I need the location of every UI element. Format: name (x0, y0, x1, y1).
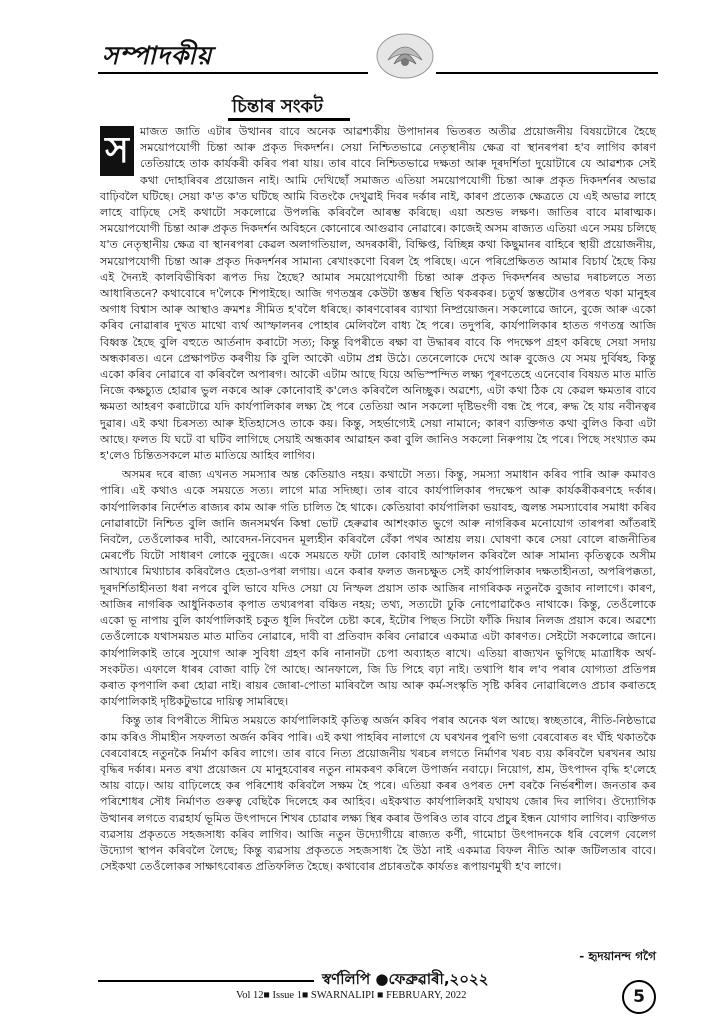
section-title: সম্পাদকীয় (102, 41, 213, 70)
article-title: চিন্তাৰ সংকট (232, 96, 323, 117)
article-body (100, 124, 656, 878)
header-divider-right (436, 72, 658, 74)
author-signature: - হৃদয়ানন্দ গগৈ (579, 949, 656, 963)
page-number: 5 (622, 980, 656, 1014)
article-paragraph-1 (100, 124, 656, 464)
footer-divider (98, 980, 314, 982)
footer-magazine-name: স্বৰ্ণলিপি ●ফেব্ৰুৱাৰী,২০২২ (322, 970, 489, 988)
paragraph-text: মাজত জাতি এটাৰ উত্থানৰ বাবে অনেক আৱশ্যকীয় উপাদানৰ ভিতৰত অতীৱ প্ৰয়োজনীয় বিষয়টোৰে হৈছে সময়োপযোগী চিন্তা আৰু প্ৰকৃত দিকদৰ্শন। সেয়া নিশ্চিতভাৱে নেতৃস্থানীয় ক্ষেত্ৰ বা স্থানৰপৰা হ'ব লাগিব কাৰণ তেতিয়াহে তাক কাৰ্যকৰী কৰিব পৰা যায়। তাৰ বাবে নিশ্চিতভাৱে দক্ষতা আৰু দূৰদৰ্শিতা দুয়োটাৰে যে আৱশ্যক সেই কথা দোহাৰিবৰ প্ৰয়োজন নাই। আমি দেখিছোঁ সমাজত এতিয়া সময়োপযোগী চিন্তা আৰু প্ৰকৃত দিকদৰ্শনৰ অভাৱ বাঢ়িবলৈ ঘটিছে। সেয়া ক'ত ক'ত ঘটিছে আমি বিতংকৈ দেখুৱাই দিবৰ দৰ্কাৰ নাই, কাৰণ প্ৰত্যেক ক্ষেত্ৰতে যে এই অভাৱ লাহে লাহে বাঢ়িছে সেই কথাটো সকলোৱে উপলব্ধি কৰিবলৈ আৰম্ভ কৰিছে। এয়া অশুভ লক্ষণ। জাতিৰ বাবে মাৰাত্মক। সময়োপযোগী চিন্তা আৰু প্ৰকৃত দিকদৰ্শন অবিহনে কোনোৰে আগুৱাব নোৱাৰে। কাজেই অসম ৰাজ্যত এতিয়া এনে সময় চলিছে য'ত নেতৃস্থানীয় ক্ষেত্ৰ বা স্থানৰপৰা কেৱল অলাগতিয়াল, অদৰকাৰী, বিক্ষিপ্ত, বিচ্ছিন্ন কথা কিছুমানৰ বাহিৰে স্থায়ী প্ৰয়োজনীয়, সময়োপযোগী চিন্তা আৰু প্ৰকৃত দিকদৰ্শনৰ সামান্য ৰেখাংকণো বিৰল হৈ পৰিছে। এনে পৰিপ্ৰেক্ষিতত আমাৰ বিচাৰ্য হৈছে কিয় এই দৈন্যই কালবিভীষিকা ৰূপত দিয় হৈছে? আমাৰ সময়োপযোগী চিন্তা আৰু প্ৰকৃত দিকদৰ্শনৰ অভাৱ দৰাচলতে সত্য আধাৰিতনে? কথাবোৰে দ'লৈকে শিপাইছে। আজি গণতন্ত্ৰৰ কেউটা স্তম্ভৰ স্থিতি থকৰকৰ। চতুৰ্থ স্তম্ভটোৰ ওপৰত থকা মানুহৰ অগাধ বিশ্বাস আৰু আস্থাও ক্ৰমশঃ সীমিত হ'বলৈ ধৰিছে। কাৰণবোৰৰ ব্যাখ্যা নিষ্প্ৰয়োজন। সকলোৱে জানে, বুজে আৰু একো কৰিব নোৱাৰাৰ দুখত মাথো ব্যৰ্থ আস্ফালনৰ পোহাৰ মেলিবলৈ বাধ্য হৈ পৰে। তদুপৰি, কাৰ্যপালিকাৰ হাতত গণতন্ত্ৰ আজি বিধ্বস্ত হৈছে বুলি বহুতে আৰ্তনাদ কৰাটো সত্য; কিন্তু বিপৰীতে ৰক্ষা বা উদ্ধাৰৰ বাবে কি পদক্ষেপ গ্ৰহণ কৰিছে সেয়া সদায় অন্ধকাৰত। এনে প্ৰেক্ষাপটত কৰণীয় কি বুলি আকৌ এটাম প্ৰশ্ন উঠে। তেনেলোকে দেখে আৰু বুজেও যে সময় দুৰ্বিষহ, কিন্তু একো কৰিব নোৱাৰে বা কৰিবলৈ অপাৰগ। আকৌ এটাম আছে যিয়ে অভিস্পন্দিত লক্ষ্য পূৰণতেহে এনেবোৰ বিষয়ত মাত মাতি নিজে কক্ষচ্যুত হোৱাৰ ভুল নকৰে আৰু কোনোবাই ক'লেও কৰিবলৈ অনিচ্ছুক। অৱশ্যে, এটা কথা ঠিক যে কেৱল ক্ষমতাৰ বাবে ক্ষমতা আহৰণ কৰাটোৱে যদি কাৰ্যপালিকাৰ লক্ষ্য হৈ পৰে তেতিয়া আন সকলো দৃষ্টিভংগী বন্ধ হৈ পৰে, ৰুদ্ধ হৈ যায় নবীনত্বৰ দুৱাৰ। এই কথা চিৰসত্য আৰু ইতিহাসেও তাকে কয়। কিন্তু, সহৰ্ভাগ্যেই সেয়া নামানে; কাৰণ ব্যক্তিগত কথা বুলিও কিবা এটা আছে। ফলত যি ঘটে বা ঘটিব লাগিছে সেয়াই অন্ধকাৰ আৱাহন কৰা বুলি জানিও সকলো নিৰুপায় হৈ পৰে। পিছে সংখ্যাত কম হ'লেও চিন্তিতসকলে মাত মাতিয়ে আহিব লাগিব। (100, 125, 656, 463)
header-divider-left (98, 72, 368, 74)
page-header (98, 28, 658, 78)
flower-emblem-icon (374, 28, 436, 80)
footer-issue-info: Vol 12■ Issue 1■ SWARNALIPI ■ FEBRUARY, 2022 (236, 990, 467, 1001)
article-paragraph-2: অসমৰ দৰে ৰাজ্য এখনত সমস্যাৰ অন্ত কেতিয়াও নহয়। কথাটো সত্য। কিন্তু, সমস্যা সমাধান কৰিব পাৰি আৰু কমাবও পাৰি। এই কথাও একে সময়তে সত্য। লাগে মাত্ৰ সদিচ্ছা। তাৰ বাবে কাৰ্যপালিকাৰ পদক্ষেপ আৰু কাৰ্যকৰীকৰণহে দৰ্কাৰ। কাৰ্যপালিকাৰ নিৰ্দেশত ৰাজ্যৰ কাম আৰু গতি চালিত হৈ থাকে। কেতিয়াবা কাৰ্যপালিকা ভয়াবহ, জ্বলন্ত সমস্যাবোৰ সমাধা কৰিব নোৱাৰাটো নিশ্চিত বুলি জানি জনসমৰ্থন কিম্বা ভোট হেৰুৱাৰ আশংকাত ভুগে আৰু নাগৰিকৰ মনোযোগ তাৰপৰা আঁতৰাই নিবলৈ, তেওঁলোকৰ দাবী, আবেদন-নিবেদন মূল্যহীন কৰিবলৈ বেঁকা পথৰ আশ্ৰয় লয়। ঘোষণা কৰে সেয়া বোলে ৰাজনীতিৰ মেৰপেঁচ যিটো সাধাৰণ লোকে নুবুজে। একে সময়তে ফটা ঢোল কোবাই আস্ফালন কৰিবলৈ আৰু সামান্য কৃতিত্বকে অসীম আখ্যাৰে মিথ্যাচাৰ কৰিবলৈও হেতা-ওপৰা লগায়। এনে কৰাৰ ফলত জনচক্ষুত সেই কাৰ্যপালিকাৰ দক্ষতাহীনতা, অপৰিপক্কতা, দূৰদৰ্শিতাহীনতা ধৰা নপৰে বুলি ভাবে যদিও সেয়া যে নিস্ফল প্ৰয়াস তাক আজিৰ নাগৰিকক নতুনকৈ বুজাব নালাগে। কাৰণ, আজিৰ নাগৰিক আধুনিকতাৰ কৃপাত তথ্যৰপৰা বঞ্চিত নহয়; তথ্য, সত্যটো ঢুকি নোপোৱাকৈও নাথাকে। কিন্তু, তেওঁলোকে একো ভূ নাপায় বুলি কাৰ্যপালিকাই চকুত ধূলি দিবলৈ চেষ্টা কৰে, ইটোৰ পিছত সিটো ফাঁকি দিয়াৰ নিলজ প্ৰয়াস কৰে। অৱশ্যে তেওঁলোকে যথাসময়ত মাত মাতিব নোৱাৰে, দাবী বা প্ৰতিবাদ কৰিব নোৱাৰে একমাত্ৰ এটা কাৰণত। সেইটো সকলোৱে জানে। কাৰ্যপালিকাই তাৰে সুযোগ আৰু সুবিধা গ্ৰহণ কৰি নানানটা চেপা অব্যাহত ৰাখে। এতিয়া ৰাজ্যখন ভুগিছে মাত্ৰাধিক অৰ্থ-সংকটত। এফালে ধাৰৰ বোজা বাঢ়ি গৈ আছে। আনফালে, জি ডি পিহে বঢ়া নাই। তথাপি ধাৰ ল'ব পৰাৰ যোগ্যতা প্ৰতিপন্ন কৰাত কৃপণালি কৰা হোৱা নাই। ৰায়ৰ জোৰা-পোতা মাৰিবলৈ আয় আৰু কৰ্ম-সংস্কৃতি সৃষ্টি কৰিব নোৱাৰিলেও প্ৰচাৰ কৰাতহে কাৰ্যপালিকাই দৃষ্টিকটুভাৱে দায়িত্ব সামৰিছে। (100, 468, 656, 709)
article-paragraph-3: কিন্তু তাৰ বিপৰীতে সীমিত সময়তে কাৰ্যপালিকাই কৃতিত্ব অৰ্জন কৰিব পৰাৰ অনেক থল আছে। স্বচ্ছতাৰে, নীতি-নিষ্ঠভাৱে কাম কৰিও সীমাহীন সফলতা অৰ্জন কৰিব পাৰি। এই কথা পাহৰিব নালাগে যে ঘৰখনৰ পুৰণি ভগা বেৰবোৰত ৰং ঘঁহি থকাতকৈ বেৰবোৰহে নতুনকৈ নিৰ্মাণ কৰিব লাগে। তাৰ বাবে নিত্য প্ৰয়োজনীয় খৰচৰ লগতে নিৰ্মাণৰ খৰচ ব্যয় কৰিবলৈ ঘৰখনৰ আয় বৃদ্ধিৰ দৰ্কাৰ। মনত ৰখা প্ৰয়োজন যে মানুহবোৰৰ নতুন নামকৰণ কৰিলে উপাৰ্জন নবাঢ়ে। নিয়োগ, শ্ৰম, উৎপাদন বৃদ্ধি হ'লেহে আয় বাঢ়ে। আয় বাঢ়িলেহে কৰ পৰিশোধ কৰিবলৈ সক্ষম হৈ পৰে। এতিয়া কৰৰ ওপৰত দেশ বৰকৈ নিৰ্ভৰশীল। জনতাৰ কৰ পৰিশোধৰ সৌধ নিৰ্মাণত গুৰুত্ব বেছিকৈ দিলেহে কৰ আহিব। এইকথাত কাৰ্যপালিকাই যথাযথ জোৰ দিব লাগিব। ঔদ্যোগিক উত্থানৰ লগতে ব্যৱহাৰ্য ভূমিত উৎপাদনে শিখৰ চোৱাৰ লক্ষ্য স্থিৰ কৰাৰ উপৰিও তাৰ বাবে প্ৰচুৰ ইন্ধন যোগাব লাগিব। ব্যক্তিগত ব্যৱসায় প্ৰকৃততে সহজসাধ্য কৰিব লাগিব। আজি নতুন উদ্যোগীয়ে ৰাজ্যত কৰ্ণী, গামোচা উৎপাদনকে ধৰি বেলেগ বেলেগ উদ্যোগ স্থাপন কৰিবলৈ লৈছে; কিন্তু ব্যৱসায় প্ৰকৃততে সহজসাধ্য হৈ উঠা নাই একমাত্ৰ বিফল নীতি আৰু জটিলতাৰ বাবে। সেইকথা তেওঁলোকৰ সাক্ষাৎবোৰত প্ৰতিফলিত হৈছে। কথাবোৰ প্ৰচাৰতকৈ কাৰ্যতঃ ৰূপায়ণমুখী হ'ব লাগে। (100, 714, 656, 874)
title-underline (228, 118, 350, 121)
drop-cap: স (100, 126, 134, 176)
